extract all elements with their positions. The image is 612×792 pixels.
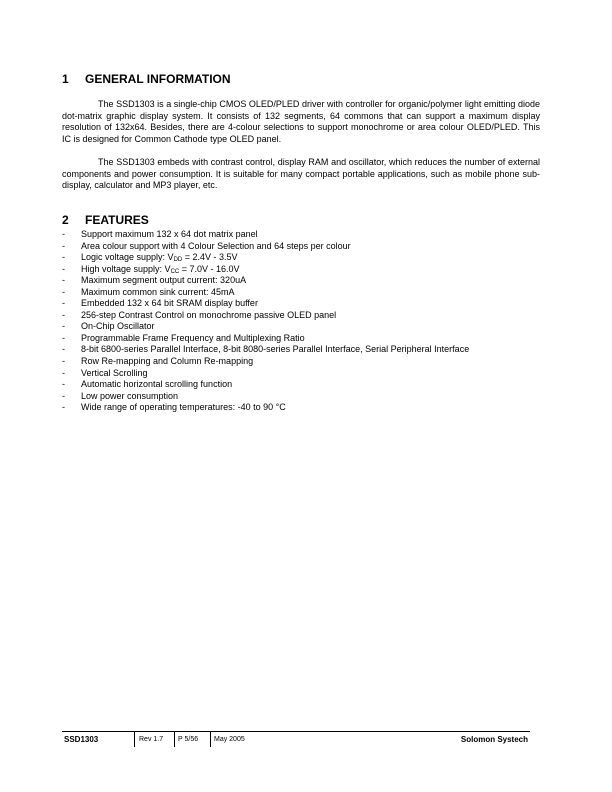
section-1-title: GENERAL INFORMATION [85, 72, 231, 86]
feature-item [62, 252, 542, 264]
bullet-dash: - [62, 379, 65, 390]
bullet-dash: - [62, 263, 65, 274]
feature-item [62, 321, 542, 333]
feature-item [62, 310, 542, 322]
section-2-title: FEATURES [85, 213, 149, 227]
features-list [62, 229, 542, 414]
section-1-number: 1 [62, 72, 69, 86]
feature-text: Logic voltage supply: V [81, 252, 174, 263]
feature-text: Area colour support with 4 Colour Selection and 64 steps per colour [81, 240, 351, 251]
feature-text: Embedded 132 x 64 bit SRAM display buffer [81, 298, 258, 309]
feature-text: Automatic horizontal scrolling function [81, 379, 233, 390]
feature-text: Maximum common sink current: 45mA [81, 286, 235, 297]
bullet-dash: - [62, 252, 65, 263]
feature-item [62, 368, 542, 380]
section-2-number: 2 [62, 213, 69, 227]
feature-text: 256-step Contrast Control on monochrome passive OLED panel [81, 309, 337, 320]
feature-item [62, 298, 542, 310]
bullet-dash: - [62, 390, 65, 401]
feature-subscript: DD [173, 257, 183, 264]
feature-item [62, 391, 542, 403]
bullet-dash: - [62, 332, 65, 343]
general-info-paragraph-2: The SSD1303 embeds with contrast control, display RAM and oscillator, which reduces the number of external components and power consumption. It is suitable for many compact portable applications, such as mobile phone sub-display, calculator and MP3 player, etc. [62, 157, 540, 190]
section-2-heading [62, 213, 149, 227]
feature-item [62, 402, 542, 414]
general-info-paragraph-1: The SSD1303 is a single-chip CMOS OLED/PLED driver with controller for organic/polymer light emitting diode dot-matrix graphic display system. It consists of 132 segments, 64 commons that can support a maximum display resolution of 132x64. Besides, there are 4-colour selections to support monochrome or area colour OLED/PLED. This IC is designed for Common Cathode type OLED panel. [62, 99, 540, 144]
footer-company: Solomon Systech [460, 734, 528, 744]
feature-item [62, 241, 542, 253]
bullet-dash: - [62, 321, 65, 332]
feature-text: High voltage supply: V [81, 263, 171, 274]
feature-text: Wide range of operating temperatures: -40 to 90 °C [81, 402, 286, 413]
footer-page-number: P 5/56 [174, 731, 210, 747]
feature-item [62, 333, 542, 345]
feature-text: Low power consumption [81, 390, 179, 401]
bullet-dash: - [62, 275, 65, 286]
feature-item [62, 287, 542, 299]
bullet-dash: - [62, 309, 65, 320]
feature-item [62, 379, 542, 391]
feature-item [62, 356, 542, 368]
page-footer [62, 731, 530, 747]
bullet-dash: - [62, 286, 65, 297]
footer-part-number: SSD1303 [64, 734, 99, 744]
bullet-dash: - [62, 402, 65, 413]
feature-text-suffix: = 7.0V - 16.0V [179, 263, 240, 274]
feature-text: Support maximum 132 x 64 dot matrix panel [81, 229, 258, 239]
feature-text: Maximum segment output current: 320uA [81, 275, 247, 286]
bullet-dash: - [62, 229, 65, 239]
feature-text: Vertical Scrolling [81, 367, 148, 378]
footer-date: May 2005 [210, 731, 310, 747]
feature-text: 8-bit 6800-series Parallel Interface, 8-bit 8080-series Parallel Interface, Serial Peripheral Interface [81, 344, 470, 355]
bullet-dash: - [62, 356, 65, 367]
feature-text-suffix: = 2.4V - 3.5V [182, 252, 238, 263]
feature-item [62, 264, 542, 276]
feature-text: Row Re-mapping and Column Re-mapping [81, 356, 254, 367]
feature-item [62, 344, 542, 356]
feature-item [62, 229, 542, 241]
bullet-dash: - [62, 344, 65, 355]
feature-item [62, 275, 542, 287]
footer-revision: Rev 1.7 [134, 731, 174, 747]
feature-text: On-Chip Oscillator [81, 321, 155, 332]
bullet-dash: - [62, 240, 65, 251]
bullet-dash: - [62, 367, 65, 378]
bullet-dash: - [62, 298, 65, 309]
section-1-heading [62, 72, 231, 86]
feature-subscript: CC [170, 268, 180, 275]
feature-text: Programmable Frame Frequency and Multiplexing Ratio [81, 332, 305, 343]
